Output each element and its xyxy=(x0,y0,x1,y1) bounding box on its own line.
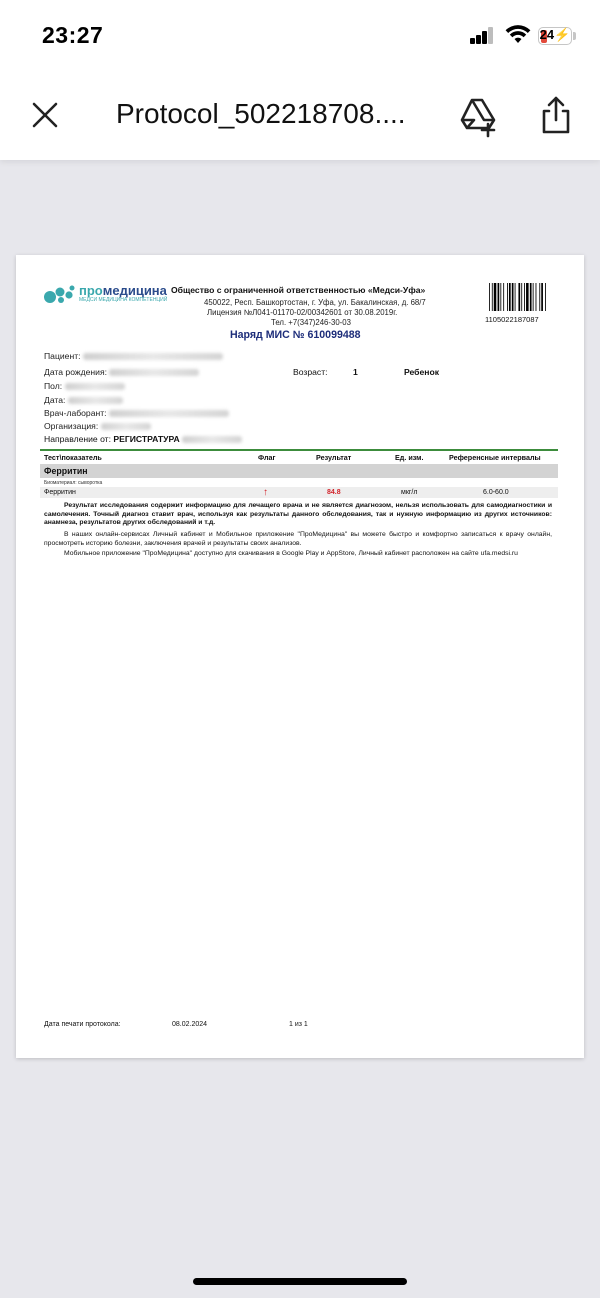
referral-field: Направление от: РЕГИСТРАТУРА xyxy=(44,434,242,444)
home-indicator[interactable] xyxy=(193,1278,407,1285)
gender-field: Пол: xyxy=(44,381,125,391)
section-title: Ферритин xyxy=(44,466,88,476)
print-date-label: Дата печати протокола: xyxy=(44,1021,121,1028)
organization-name: Общество с ограниченной ответственностью «Медси-Уфа» xyxy=(171,285,426,295)
organization-address: 450022, Респ. Башкортостан, г. Уфа, ул. Бакалинская, д. 68/7 xyxy=(204,298,426,307)
print-date-value: 08.02.2024 xyxy=(172,1021,208,1028)
col-header-reference: Референсные интервалы xyxy=(449,453,541,462)
wifi-icon xyxy=(505,24,531,44)
company-logo xyxy=(44,283,168,310)
age-label: Возраст: xyxy=(293,367,328,377)
table-row xyxy=(40,487,558,498)
barcode xyxy=(489,283,562,311)
google-drive-add-icon xyxy=(462,100,494,136)
pdf-page[interactable] xyxy=(16,255,584,1058)
col-header-unit: Ед. изм. xyxy=(395,453,424,462)
organization-field: Организация: xyxy=(44,421,151,431)
logo-dots-icon xyxy=(44,283,77,305)
birthdate-field: Дата рождения: xyxy=(44,367,199,377)
close-icon xyxy=(34,104,56,126)
status-time: 23:27 xyxy=(42,22,104,48)
date-field: Дата: xyxy=(44,395,123,405)
page-count: 1 из 1 xyxy=(289,1021,308,1028)
organization-phone: Тел. +7(347)246-30-03 xyxy=(271,318,351,327)
battery-icon xyxy=(538,27,572,45)
row-flag-up-icon: ↑ xyxy=(263,487,268,498)
document-title: Protocol_502218708.... xyxy=(116,98,406,129)
col-header-flag: Флаг xyxy=(258,453,276,462)
row-test: Ферритин xyxy=(44,489,76,496)
row-reference: 6.0-60.0 xyxy=(483,489,509,496)
row-result: 84.8 xyxy=(327,489,341,496)
barcode-number: 1105022187087 xyxy=(485,315,539,324)
battery-nub xyxy=(573,32,576,40)
patient-category: Ребенок xyxy=(404,367,440,377)
age-value: 1 xyxy=(353,367,358,377)
biomaterial-label: Биоматериал: сыворотка xyxy=(44,480,103,486)
doctor-field: Врач-лаборант: xyxy=(44,408,229,418)
save-to-drive-button[interactable] xyxy=(456,94,500,138)
top-bar xyxy=(0,0,600,160)
close-button[interactable] xyxy=(26,96,64,134)
logo-text: промедицина xyxy=(79,283,167,298)
battery-level: 24⚡ xyxy=(539,27,571,42)
share-icon xyxy=(544,98,568,132)
divider xyxy=(40,449,558,451)
col-header-test: Тест\показатель xyxy=(44,453,102,462)
organization-license: Лицензия №Л041-01170-02/00342601 от 30.08.2019г. xyxy=(207,308,398,317)
section-bar xyxy=(40,464,558,478)
col-header-result: Результат xyxy=(316,453,352,462)
online-services-paragraph: В наших онлайн-сервисах Личный кабинет и Мобильное приложение "ПроМедицина" вы можете быстро и комфортно записаться к врачу онлайн, просмотреть историю болезни, заключения врачей и результаты своих анализов. xyxy=(44,531,552,547)
share-button[interactable] xyxy=(534,94,578,138)
logo-subtext: МЕДСИ МЕДИЦИНА КОМПЕТЕНЦИЙ xyxy=(79,297,168,303)
disclaimer-paragraph: Результат исследования содержит информацию для лечащего врача и не является диагнозом, нельзя использовать для самодиагностики и самолечения. Точный диагноз ставит врач, используя как результаты данного обследования, так и нужную информацию из других источников: анамнеза, результатов других обследований и т.д. xyxy=(44,502,552,527)
cellular-signal-icon xyxy=(470,26,494,44)
patient-field: Пациент: xyxy=(44,351,223,361)
row-unit: мкг/л xyxy=(401,489,418,496)
order-number: Наряд МИС № 610099488 xyxy=(230,329,361,341)
mobile-app-paragraph: Мобильное приложение "ПроМедицина" доступно для скачивания в Google Play и AppStore, Личный кабинет расположен на сайте ufa.medsi.ru xyxy=(64,550,518,557)
